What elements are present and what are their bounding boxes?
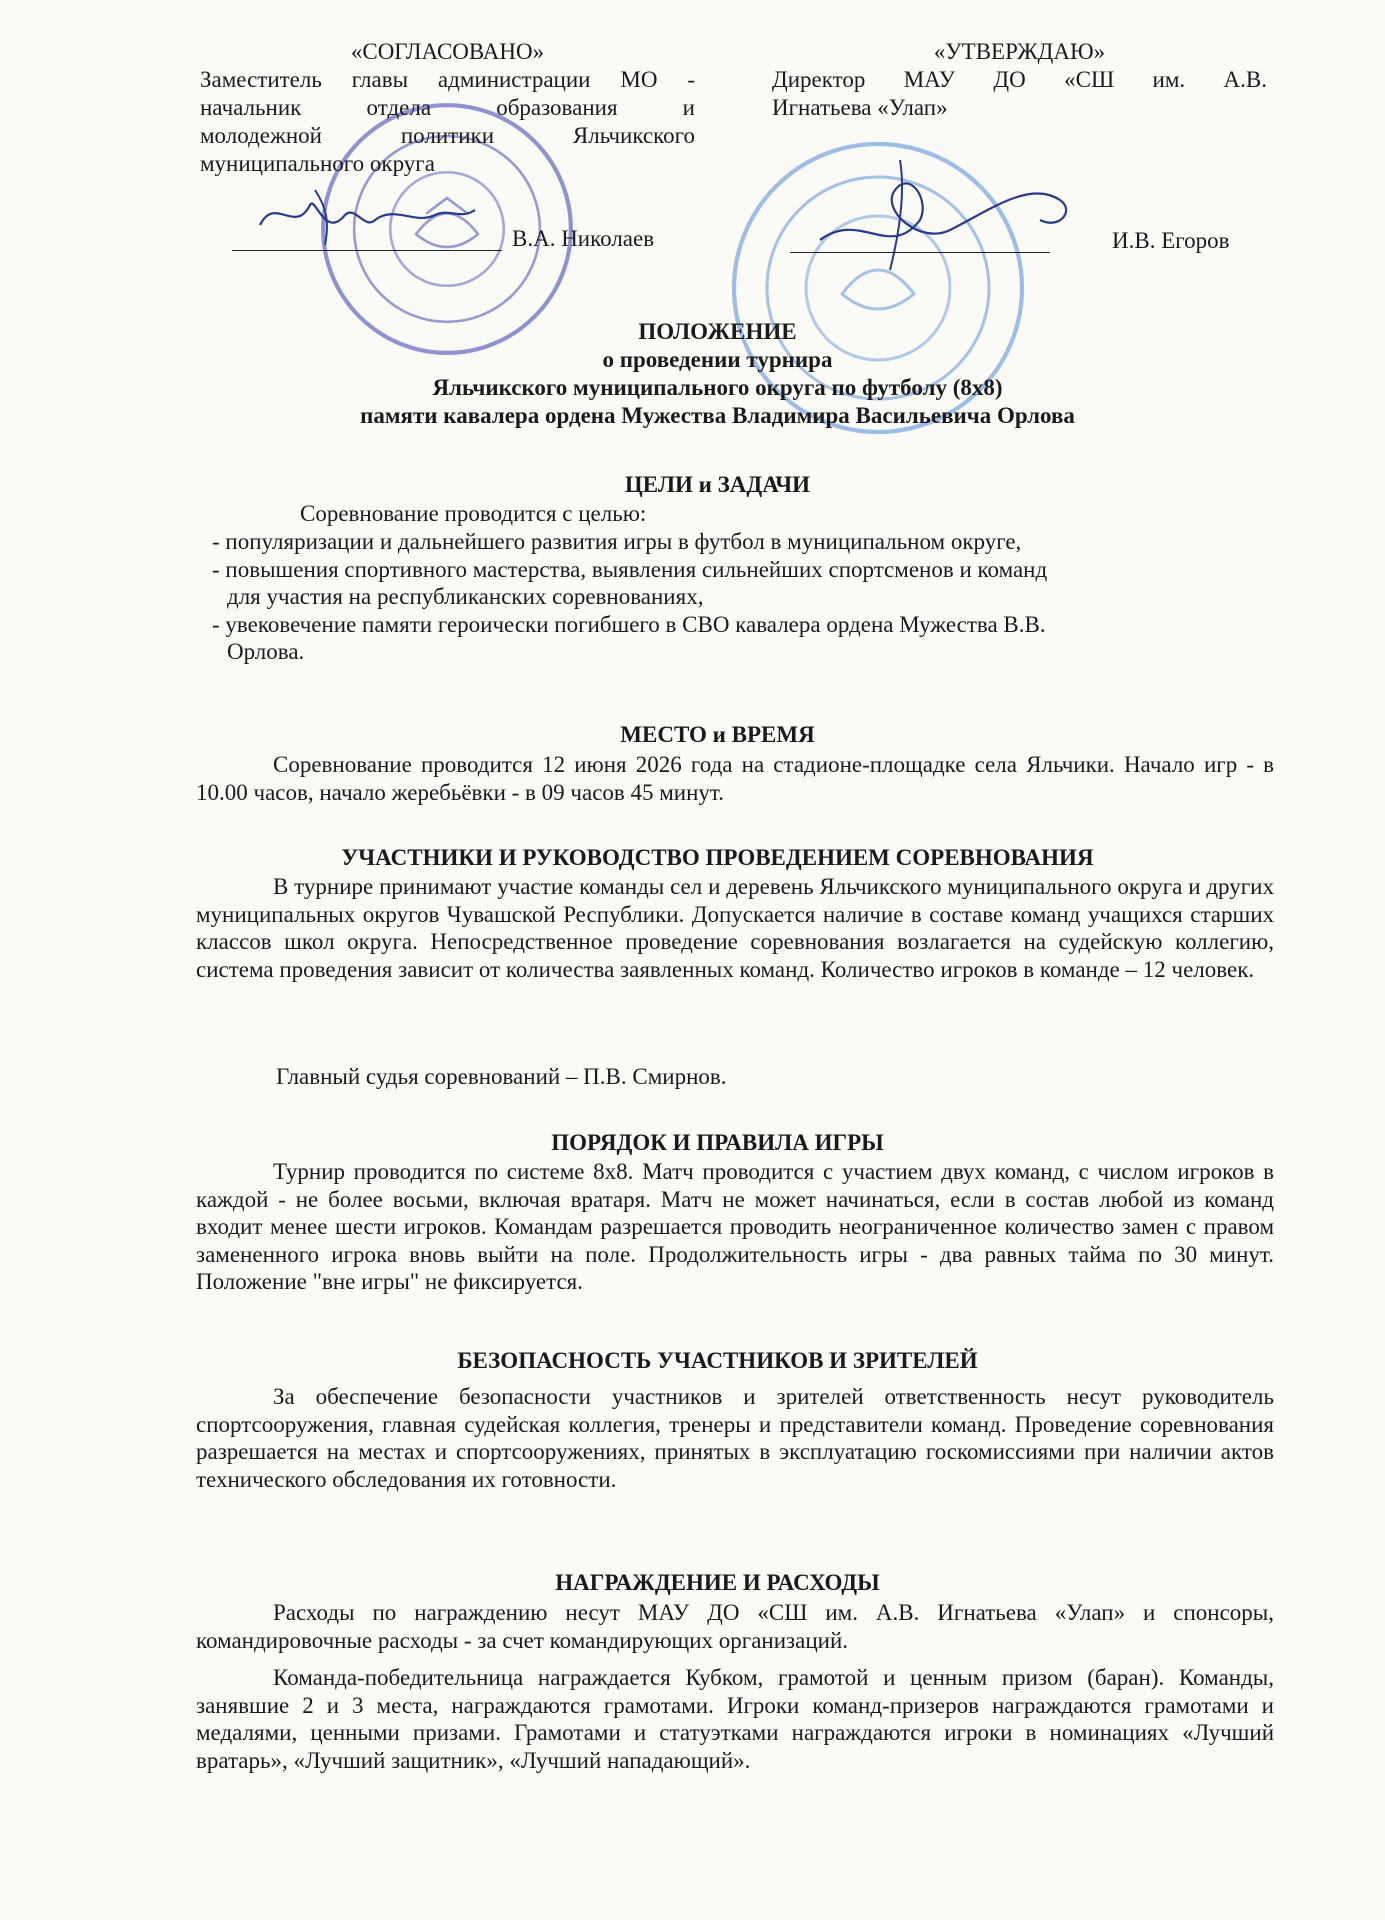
approved-line-1: Директор МАУ ДО «СШ им. А.В. — [772, 67, 1267, 92]
agreed-line-2: начальник отдела образования и — [200, 95, 695, 120]
awards-text-1: Расходы по награждению несут МАУ ДО «СШ им. А.В. Игнатьева «Улап» и спонсоры, командировочные расходы - за счет командирующих организаций. — [196, 1600, 1274, 1653]
safety-title: БЕЗОПАСНОСТЬ УЧАСТНИКОВ И ЗРИТЕЛЕЙ — [457, 1348, 978, 1373]
goals-title: ЦЕЛИ и ЗАДАЧИ — [624, 472, 811, 497]
goals-item-3-cont: Орлова. — [227, 639, 305, 664]
participants-text: В турнире принимают участие команды сел и деревень Яльчикского муниципального округа и других муниципальных округов Чувашской Республики. Допускается наличие в составе команд учащихся старших классов школ округа. Непосредственное проведение соревнования возлагается на судейскую коллегию, система проведения зависит от количества заявленных команд. Количество игроков в команде – 12 человек. — [196, 874, 1274, 982]
approval-block-left — [200, 38, 695, 178]
place-text: Соревнование проводится 12 июня 2026 года на стадионе-площадке села Яльчики. Начало игр - в 10.00 часов, начало жеребьёвки - в 09 часов 45 минут. — [196, 752, 1274, 805]
signature-left — [255, 175, 480, 255]
doc-title-line-1: ПОЛОЖЕНИЕ — [638, 319, 797, 344]
approval-block-right — [772, 38, 1267, 122]
awards-title: НАГРАЖДЕНИЕ И РАСХОДЫ — [555, 1570, 880, 1595]
rules-text: Турнир проводится по системе 8х8. Матч проводится с участием двух команд, с числом игроков в каждой - не более восьми, включая вратаря. Матч не может начинаться, если в состав любой из команд входит менее шести игроков. Командам разрешается проводить неограниченное количество замен с правом замененного игрока вновь выйти на поле. Продолжительность игры - два равных тайма по 30 минут. Положение "вне игры" не фиксируется. — [196, 1159, 1274, 1294]
goals-item-1: - популяризации и дальнейшего развития игры в футбол в муниципальном округе, — [212, 529, 1022, 554]
goals-item-2: - повышения спортивного мастерства, выявления сильнейших спортсменов и команд — [212, 556, 1048, 582]
approved-line-2: Игнатьева «Улап» — [772, 95, 948, 120]
agreed-title: «СОГЛАСОВАНО» — [350, 39, 545, 64]
signature-line-left — [232, 250, 502, 251]
agreed-line-1: Заместитель главы администрации МО - — [200, 67, 695, 92]
goals-item-2-cont: для участия на республиканских соревнованиях, — [227, 584, 704, 609]
goals-item-3: - увековечение памяти героически погибшего в СВО кавалера ордена Мужества В.В. — [212, 611, 1046, 637]
signature-right — [800, 150, 1100, 280]
awards-text-2: Команда-победительница награждается Кубком, грамотой и ценным призом (баран). Команды, занявшие 2 и 3 места, награждаются грамотами. Игроки команд-призеров награждаются грамотами и медалями, ценными призами. Грамотами и статуэтками награждаются игроки в номинациях «Лучший вратарь», «Лучший защитник», «Лучший нападающий». — [196, 1665, 1274, 1773]
approved-signer: И.В. Егоров — [1112, 228, 1230, 253]
signature-line-right — [790, 252, 1050, 253]
referee-text: Главный судья соревнований – П.В. Смирнов. — [276, 1064, 727, 1089]
doc-title — [150, 318, 1285, 430]
agreed-line-3: молодежной политики Яльчикского — [200, 123, 695, 148]
agreed-line-4: муниципального округа — [200, 151, 435, 176]
agreed-signer: В.А. Николаев — [512, 226, 655, 251]
rules-title: ПОРЯДОК И ПРАВИЛА ИГРЫ — [551, 1130, 884, 1155]
goals-intro: Соревнование проводится с целью: — [300, 501, 647, 526]
goals-list — [212, 528, 1252, 666]
doc-title-line-3: Яльчикского муниципального округа по футболу (8х8) — [432, 375, 1003, 400]
doc-title-line-4: памяти кавалера ордена Мужества Владимира Васильевича Орлова — [360, 403, 1075, 428]
safety-text: За обеспечение безопасности участников и зрителей ответственность несут руководитель спортсооружения, главная судейская коллегия, тренеры и представители команд. Проведение соревнования разрешается на местах и спортсооружениях, принятых в эксплуатацию госкомиссиями при наличии актов технического обследования их готовности. — [196, 1384, 1274, 1492]
approved-title: «УТВЕРЖДАЮ» — [933, 39, 1106, 64]
place-title: МЕСТО и ВРЕМЯ — [620, 722, 815, 747]
participants-title: УЧАСТНИКИ И РУКОВОДСТВО ПРОВЕДЕНИЕМ СОРЕВНОВАНИЯ — [341, 845, 1094, 870]
doc-title-line-2: о проведении турнира — [602, 347, 833, 372]
